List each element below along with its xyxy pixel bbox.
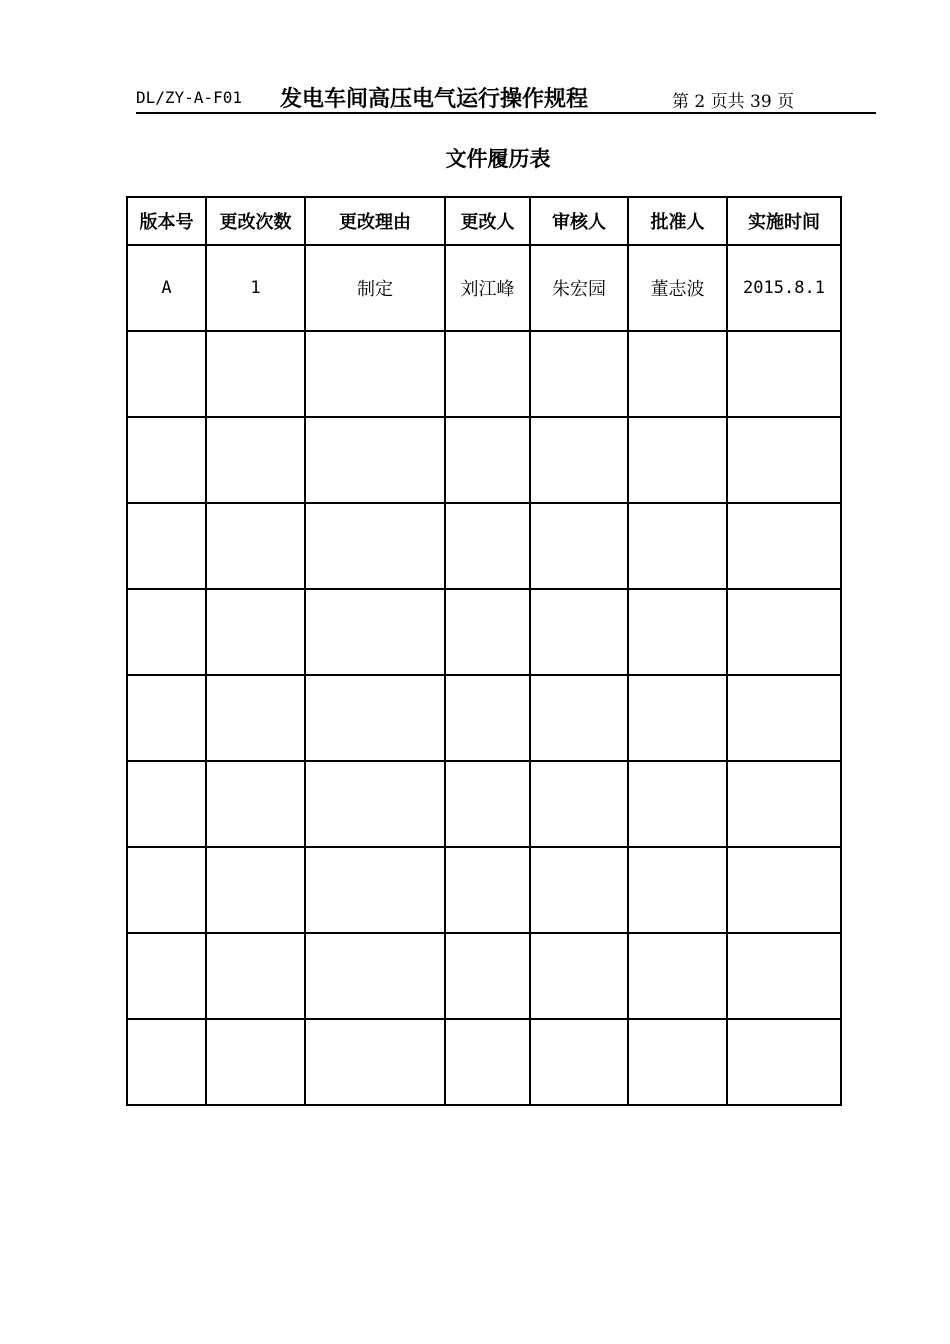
table-cell-effective-date [727,589,841,675]
page-title: 文件履历表 [445,147,551,171]
table-cell-version [127,417,206,503]
table-cell-changed-by [445,761,530,847]
table-cell-reviewer [530,503,628,589]
table-cell-change-count [206,1019,305,1105]
table-header-row [127,197,841,245]
table-cell-change-count [206,675,305,761]
table-cell-effective-date [727,417,841,503]
document-code: DL/ZY-A-F01 [136,88,242,107]
table-cell-change-reason: 制定 [305,245,445,331]
table-cell-version [127,589,206,675]
table-cell-approver [628,675,727,761]
table-cell-version [127,675,206,761]
table-cell-approver [628,933,727,1019]
table-cell-effective-date: 2015.8.1 [727,245,841,331]
table-cell-changed-by [445,1019,530,1105]
column-header-change-reason: 更改理由 [305,197,445,245]
table-cell-effective-date [727,1019,841,1105]
table-cell-approver [628,503,727,589]
table-cell-change-count [206,589,305,675]
table-row [127,847,841,933]
table-cell-change-reason [305,417,445,503]
table-cell-changed-by [445,589,530,675]
table-cell-approver [628,417,727,503]
table-cell-effective-date [727,933,841,1019]
table-cell-approver [628,589,727,675]
table-cell-effective-date [727,331,841,417]
table-row [127,589,841,675]
table-cell-reviewer: 朱宏园 [530,245,628,331]
column-header-version: 版本号 [127,197,206,245]
table-body [127,245,841,1105]
table-row [127,675,841,761]
table-cell-reviewer [530,933,628,1019]
table-cell-change-reason [305,847,445,933]
table-cell-version [127,847,206,933]
table-cell-change-count [206,761,305,847]
column-header-changed-by: 更改人 [445,197,530,245]
table-cell-change-count [206,933,305,1019]
table-cell-reviewer [530,417,628,503]
revision-history-table [126,196,842,1106]
table-cell-changed-by: 刘江峰 [445,245,530,331]
table-cell-changed-by [445,675,530,761]
column-header-effective-date: 实施时间 [727,197,841,245]
table-cell-version [127,761,206,847]
column-header-change-count: 更改次数 [206,197,305,245]
table-cell-approver [628,331,727,417]
table-row [127,761,841,847]
table-row [127,1019,841,1105]
document-title: 发电车间高压电气运行操作规程 [280,87,589,112]
table-cell-reviewer [530,589,628,675]
table-cell-changed-by [445,503,530,589]
table-cell-change-count: 1 [206,245,305,331]
table-row [127,245,841,331]
table-cell-change-count [206,847,305,933]
table-cell-change-reason [305,331,445,417]
table-row [127,417,841,503]
table-cell-approver [628,847,727,933]
page-header [136,82,876,114]
table-cell-effective-date [727,675,841,761]
table-cell-changed-by [445,933,530,1019]
table-cell-effective-date [727,503,841,589]
table-cell-reviewer [530,331,628,417]
table-row [127,331,841,417]
table-cell-reviewer [530,675,628,761]
table-row [127,503,841,589]
table-row [127,933,841,1019]
table-cell-version [127,1019,206,1105]
table-cell-reviewer [530,1019,628,1105]
table-cell-effective-date [727,847,841,933]
table-cell-change-count [206,417,305,503]
table-cell-changed-by [445,331,530,417]
table-cell-reviewer [530,761,628,847]
table-cell-change-reason [305,503,445,589]
page-number: 第 2 页共 39 页 [672,92,795,112]
table-cell-version [127,503,206,589]
table-cell-change-reason [305,675,445,761]
column-header-reviewer: 审核人 [530,197,628,245]
column-header-approver: 批准人 [628,197,727,245]
table-cell-changed-by [445,417,530,503]
table-cell-changed-by [445,847,530,933]
table-cell-change-count [206,503,305,589]
table-cell-reviewer [530,847,628,933]
table-cell-change-reason [305,933,445,1019]
table-cell-change-reason [305,761,445,847]
table-cell-change-reason [305,1019,445,1105]
table-cell-version [127,331,206,417]
table-cell-approver [628,761,727,847]
table-cell-change-count [206,331,305,417]
table-cell-approver [628,1019,727,1105]
table-cell-version [127,933,206,1019]
table-cell-change-reason [305,589,445,675]
table-cell-approver: 董志波 [628,245,727,331]
table-cell-version: A [127,245,206,331]
table-cell-effective-date [727,761,841,847]
